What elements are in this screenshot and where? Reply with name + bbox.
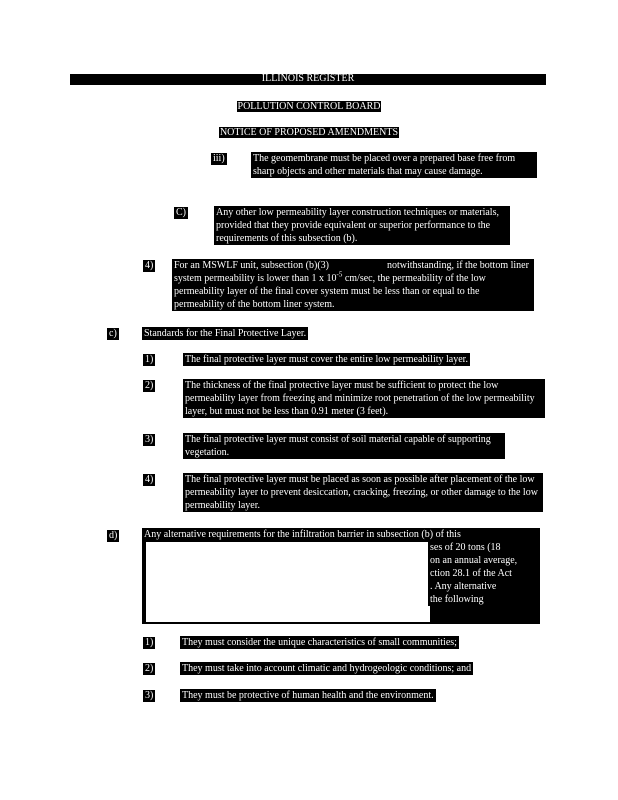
item-label-c4: 4) bbox=[145, 474, 154, 485]
board-title: POLLUTION CONTROL BOARD bbox=[237, 101, 381, 112]
section-d-fragment-1: ses of 20 tons (18 bbox=[430, 542, 501, 553]
item-label-c2: 2) bbox=[145, 380, 154, 391]
notice-title: NOTICE OF PROPOSED AMENDMENTS bbox=[219, 127, 399, 138]
item-text-d2: They must take into account climatic and hydrogeologic conditions; and bbox=[182, 663, 472, 674]
item-text-iii: The geomembrane must be placed over a prepared base free from sharp objects and other materials that may cause damage. bbox=[251, 152, 537, 178]
item-label-d2: 2) bbox=[145, 663, 154, 674]
register-header-bar bbox=[70, 74, 546, 85]
item-label-C: C) bbox=[176, 207, 186, 218]
item-text-d1: They must consider the unique characteristics of small communities; bbox=[182, 637, 457, 648]
item-text-c4: The final protective layer must be placed as soon as possible after placement of the low permeability layer to prevent desiccation, cracking, freezing, or other damage to the low permeability layer. bbox=[183, 473, 543, 512]
section-text-c: Standards for the Final Protective Layer. bbox=[144, 328, 307, 339]
item-text-d3: They must be protective of human health and the environment. bbox=[182, 690, 434, 701]
item-text-c1: The final protective layer must cover the entire low permeability layer. bbox=[185, 354, 468, 365]
item-text-C: Any other low permeability layer construction techniques or materials, provided that they provide equivalent or superior performance to the requirements of this subsection (b). bbox=[214, 206, 510, 245]
section-label-d: d) bbox=[109, 530, 118, 541]
item-label-d3: 3) bbox=[145, 690, 154, 701]
redaction-area bbox=[146, 542, 430, 622]
register-title: ILLINOIS REGISTER bbox=[261, 73, 355, 84]
section-d-fragment-2: on an annual average, bbox=[430, 555, 518, 566]
item-label-c3: 3) bbox=[145, 434, 154, 445]
section-label-c: c) bbox=[109, 328, 117, 339]
section-d-fragment-5: the following bbox=[430, 594, 484, 605]
section-d-fragment-4: . Any alternative bbox=[430, 581, 497, 592]
item-text-c3: The final protective layer must consist of soil material capable of supporting vegetation. bbox=[183, 433, 505, 459]
item-text-c2: The thickness of the final protective layer must be sufficient to protect the low permeability layer from freezing and minimize root penetration of the low permeability layer, but must not be less than 0.91 meter (3 feet). bbox=[183, 379, 545, 418]
item-label-c1: 1) bbox=[145, 354, 154, 365]
section-d-fragment-3: ction 28.1 of the Act bbox=[430, 568, 512, 579]
section-text-d-block: Any alternative requirements for the infiltration barrier in subsection (b) of this bbox=[142, 528, 540, 624]
item-label-4: 4) bbox=[145, 260, 154, 271]
item-text-4: For an MSWLF unit, subsection (b)(3) notwithstanding, if the bottom liner system permeability is lower than 1 x $10^{-5}$ cm/sec, the permeability of the low permeability layer of the final cover system must be less than or equal to the permeability of the bottom liner system. bbox=[172, 259, 534, 311]
item-label-d1: 1) bbox=[145, 637, 154, 648]
item-label-iii: iii) bbox=[213, 153, 225, 164]
